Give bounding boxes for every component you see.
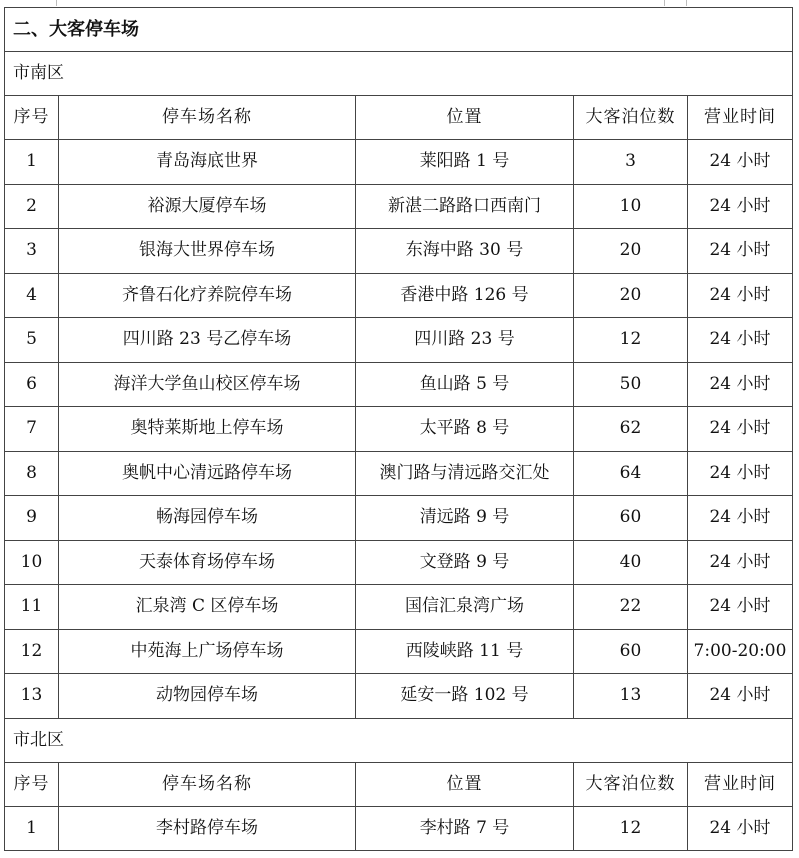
cell-row-number: 8	[5, 451, 59, 496]
table-row	[5, 806, 793, 851]
cell-location: 延安一路 102 号	[356, 674, 574, 719]
cell-location: 香港中路 126 号	[356, 273, 574, 318]
cell-location: 新湛二路路口西南门	[356, 184, 574, 229]
table-row	[5, 318, 793, 363]
cell-location: 莱阳路 1 号	[356, 140, 574, 185]
table-row	[5, 273, 793, 318]
section-title-row	[5, 8, 793, 52]
cell-bus-spaces: 10	[574, 184, 688, 229]
cell-bus-spaces: 20	[574, 229, 688, 274]
table-header-row	[5, 762, 793, 806]
cell-parking-name: 天泰体育场停车场	[59, 540, 356, 585]
cell-location: 清远路 9 号	[356, 496, 574, 541]
table-row	[5, 229, 793, 274]
cell-bus-spaces: 60	[574, 629, 688, 674]
cell-bus-spaces: 12	[574, 318, 688, 363]
column-header-location: 位置	[356, 96, 574, 140]
cell-row-number: 9	[5, 496, 59, 541]
cell-bus-spaces: 64	[574, 451, 688, 496]
cell-bus-spaces: 20	[574, 273, 688, 318]
cell-row-number: 4	[5, 273, 59, 318]
cell-parking-name: 青岛海底世界	[59, 140, 356, 185]
column-header-parking-name: 停车场名称	[59, 762, 356, 806]
cell-parking-name: 汇泉湾 C 区停车场	[59, 585, 356, 630]
table-row	[5, 540, 793, 585]
table-row	[5, 629, 793, 674]
table-row	[5, 496, 793, 541]
cell-row-number: 3	[5, 229, 59, 274]
cell-opening-hours: 24 小时	[688, 540, 793, 585]
cell-bus-spaces: 3	[574, 140, 688, 185]
cell-parking-name: 四川路 23 号乙停车场	[59, 318, 356, 363]
district-row	[5, 718, 793, 762]
cell-location: 李村路 7 号	[356, 806, 574, 851]
cell-row-number: 1	[5, 140, 59, 185]
district-name: 市北区	[5, 718, 793, 762]
cell-opening-hours: 24 小时	[688, 273, 793, 318]
column-header-parking-name: 停车场名称	[59, 96, 356, 140]
cell-parking-name: 银海大世界停车场	[59, 229, 356, 274]
column-header-opening-hours: 营业时间	[688, 96, 793, 140]
cell-row-number: 7	[5, 407, 59, 452]
cell-parking-name: 齐鲁石化疗养院停车场	[59, 273, 356, 318]
cell-row-number: 12	[5, 629, 59, 674]
cell-location: 东海中路 30 号	[356, 229, 574, 274]
table-row	[5, 585, 793, 630]
cell-location: 鱼山路 5 号	[356, 362, 574, 407]
district-row	[5, 52, 793, 96]
column-header-bus-spaces: 大客泊位数	[574, 96, 688, 140]
cell-opening-hours: 7:00-20:00	[688, 629, 793, 674]
cell-opening-hours: 24 小时	[688, 318, 793, 363]
cell-parking-name: 奥帆中心清远路停车场	[59, 451, 356, 496]
cell-bus-spaces: 13	[574, 674, 688, 719]
cell-opening-hours: 24 小时	[688, 585, 793, 630]
cell-opening-hours: 24 小时	[688, 407, 793, 452]
cell-bus-spaces: 60	[574, 496, 688, 541]
column-header-bus-spaces: 大客泊位数	[574, 762, 688, 806]
cell-parking-name: 奥特莱斯地上停车场	[59, 407, 356, 452]
cell-opening-hours: 24 小时	[688, 140, 793, 185]
table-row	[5, 140, 793, 185]
cell-location: 澳门路与清远路交汇处	[356, 451, 574, 496]
cell-bus-spaces: 50	[574, 362, 688, 407]
page-edge-marks	[0, 0, 799, 6]
table-row	[5, 451, 793, 496]
cell-opening-hours: 24 小时	[688, 674, 793, 719]
cell-bus-spaces: 22	[574, 585, 688, 630]
parking-table	[4, 7, 793, 851]
table-row	[5, 184, 793, 229]
cell-opening-hours: 24 小时	[688, 184, 793, 229]
cell-parking-name: 裕源大厦停车场	[59, 184, 356, 229]
cell-opening-hours: 24 小时	[688, 229, 793, 274]
cell-row-number: 13	[5, 674, 59, 719]
cell-location: 太平路 8 号	[356, 407, 574, 452]
column-header-location: 位置	[356, 762, 574, 806]
cell-row-number: 11	[5, 585, 59, 630]
cell-parking-name: 畅海园停车场	[59, 496, 356, 541]
cell-bus-spaces: 62	[574, 407, 688, 452]
section-title: 二、大客停车场	[5, 8, 793, 52]
cell-bus-spaces: 12	[574, 806, 688, 851]
table-header-row	[5, 96, 793, 140]
table-row	[5, 362, 793, 407]
cell-parking-name: 动物园停车场	[59, 674, 356, 719]
cell-parking-name: 中苑海上广场停车场	[59, 629, 356, 674]
cell-parking-name: 海洋大学鱼山校区停车场	[59, 362, 356, 407]
cell-bus-spaces: 40	[574, 540, 688, 585]
cell-parking-name: 李村路停车场	[59, 806, 356, 851]
table-row	[5, 407, 793, 452]
cell-row-number: 10	[5, 540, 59, 585]
district-name: 市南区	[5, 52, 793, 96]
cell-row-number: 1	[5, 806, 59, 851]
cell-row-number: 2	[5, 184, 59, 229]
cell-row-number: 5	[5, 318, 59, 363]
cell-location: 四川路 23 号	[356, 318, 574, 363]
column-header-opening-hours: 营业时间	[688, 762, 793, 806]
cell-opening-hours: 24 小时	[688, 451, 793, 496]
column-header-row-number: 序号	[5, 762, 59, 806]
cell-opening-hours: 24 小时	[688, 496, 793, 541]
cell-opening-hours: 24 小时	[688, 806, 793, 851]
table-row	[5, 674, 793, 719]
cell-location: 国信汇泉湾广场	[356, 585, 574, 630]
cell-row-number: 6	[5, 362, 59, 407]
cell-opening-hours: 24 小时	[688, 362, 793, 407]
cell-location: 西陵峡路 11 号	[356, 629, 574, 674]
column-header-row-number: 序号	[5, 96, 59, 140]
cell-location: 文登路 9 号	[356, 540, 574, 585]
